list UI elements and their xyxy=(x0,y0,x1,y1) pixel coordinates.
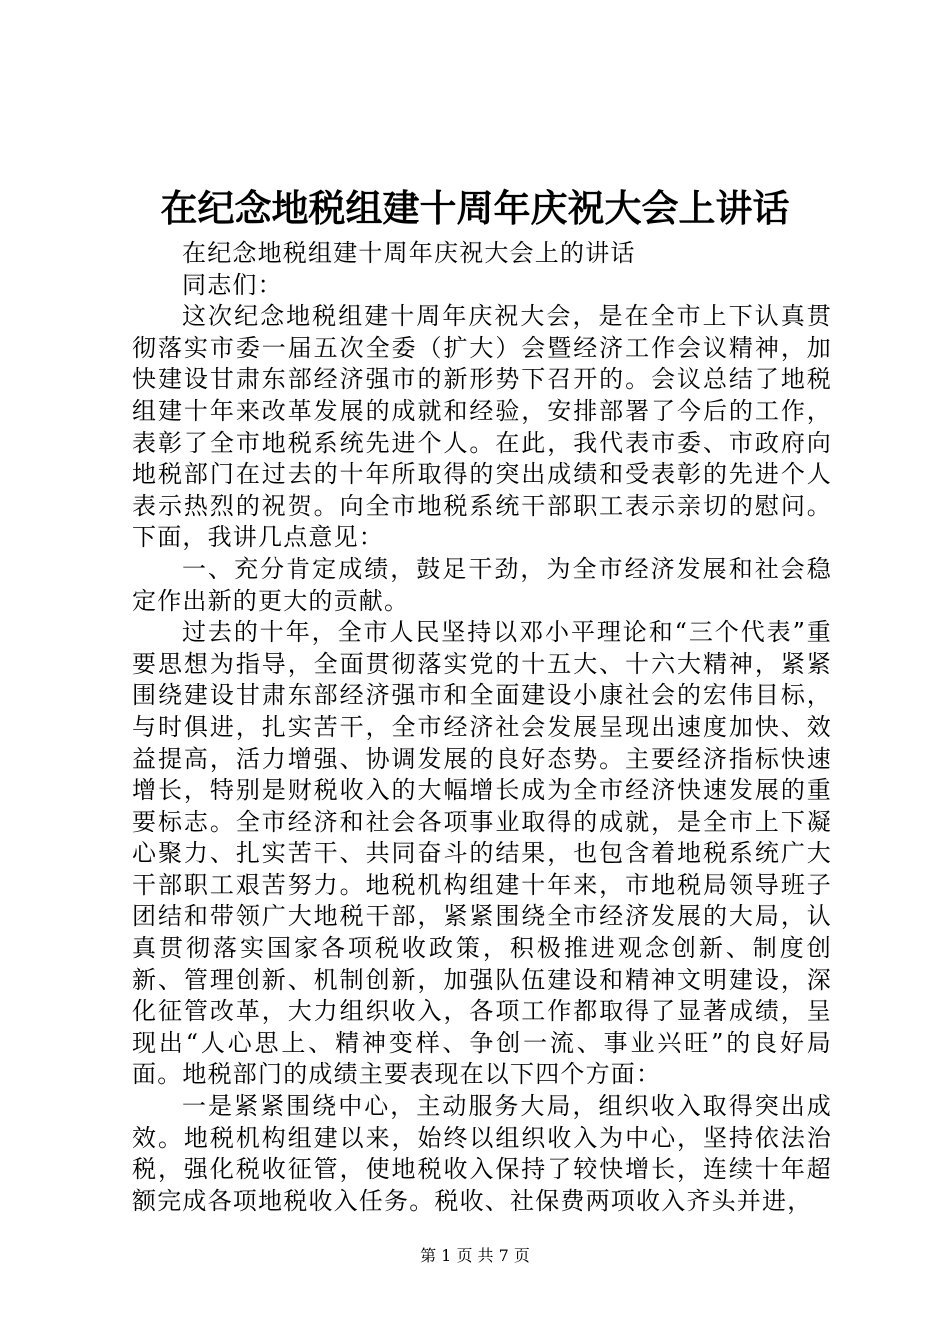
paragraph-section-one-heading: 一、充分肯定成绩，鼓足干劲，为全市经济发展和社会稳定作出新的更大的贡献。 xyxy=(132,554,832,615)
document-body xyxy=(132,238,832,1217)
paragraph-achievements: 过去的十年，全市人民坚持以邓小平理论和“三个代表”重要思想为指导，全面贯彻落实党的十五大、十六大精神，紧紧围绕建设甘肃东部经济强市和全面建设小康社会的宏伟目标，与时俱进，扎实苦干，全市经济社会发展呈现出速度加快、效益提高，活力增强、协调发展的良好态势。主要经济指标快速增长，特别是财税收入的大幅增长成为全市经济快速发展的重要标志。全市经济和社会各项事业取得的成就，是全市上下凝心聚力、扎实苦干、共同奋斗的结果，也包含着地税系统广大干部职工艰苦努力。地税机构组建十年来，市地税局领导班子团结和带领广大地税干部，紧紧围绕全市经济发展的大局，认真贯彻落实国家各项税收政策，积极推进观念创新、制度创新、管理创新、机制创新，加强队伍建设和精神文明建设，深化征管改革，大力组织收入，各项工作都取得了显著成绩，呈现出“人心思上、精神变样、争创一流、事业兴旺”的良好局面。地税部门的成绩主要表现在以下四个方面： xyxy=(132,618,832,1089)
paragraph-point-one: 一是紧紧围绕中心，主动服务大局，组织收入取得突出成效。地税机构组建以来，始终以组织收入为中心，坚持依法治税，强化税收征管，使地税收入保持了较快增长，连续十年超额完成各项地税收入任务。税收、社保费两项收入齐头并进， xyxy=(132,1092,832,1215)
document-title: 在纪念地税组建十周年庆祝大会上讲话 xyxy=(160,186,790,230)
page-number-footer: 第 1 页 共 7 页 xyxy=(420,1246,530,1265)
paragraph-subtitle: 在纪念地税组建十周年庆祝大会上的讲话 xyxy=(182,239,636,267)
paragraph-salutation: 同志们： xyxy=(182,270,283,299)
paragraph-opening: 这次纪念地税组建十周年庆祝大会，是在全市上下认真贯彻落实市委一届五次全委（扩大）会暨经济工作会议精神，加快建设甘肃东部经济强市的新形势下召开的。会议总结了地税组建十年来改革发展的成就和经验，安排部署了今后的工作，表彰了全市地税系统先进个人。在此，我代表市委、市政府向地税部门在过去的十年所取得的突出成绩和受表彰的先进个人表示热烈的祝贺。向全市地税系统干部职工表示亲切的慰问。下面，我讲几点意见： xyxy=(132,302,832,552)
